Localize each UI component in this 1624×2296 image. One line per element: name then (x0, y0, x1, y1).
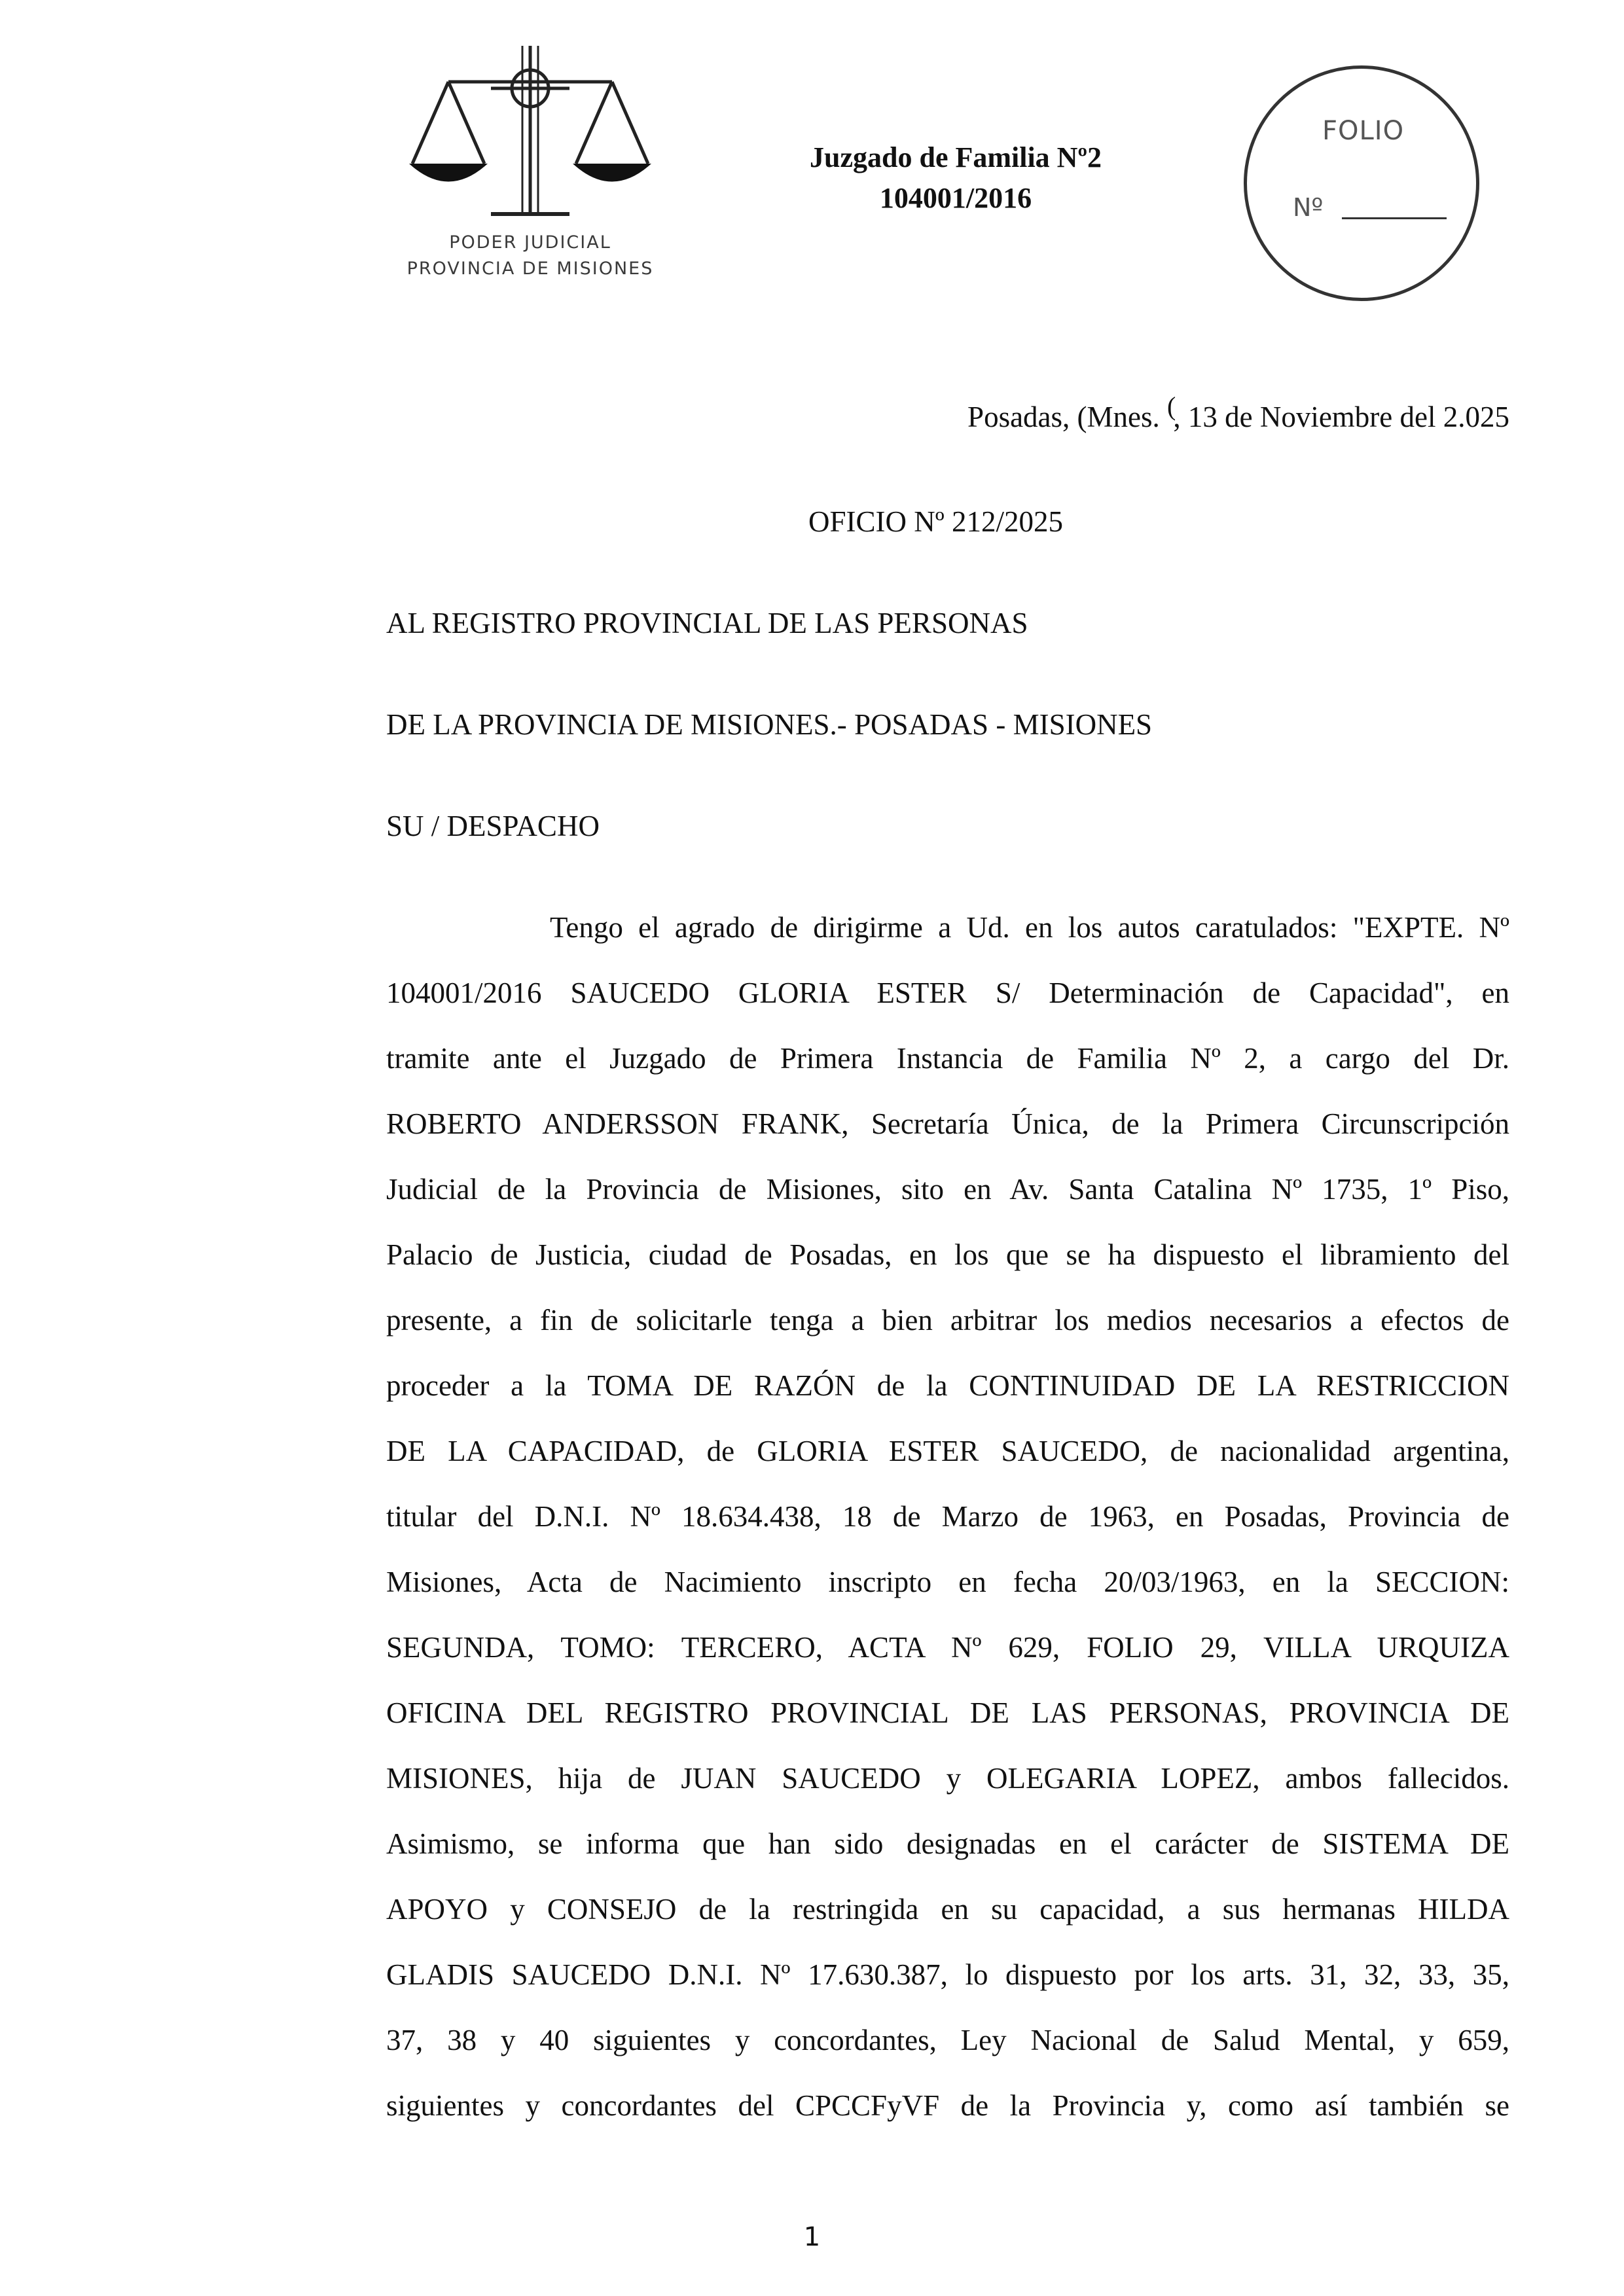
folio-title: FOLIO (1322, 116, 1405, 146)
oficio-number: OFICIO Nº 212/2025 (808, 505, 1063, 538)
body-line: Judicial de la Provincia de Misiones, sito en Av. Santa Catalina Nº 1735, 1º Piso, (386, 1173, 1509, 1206)
seal-text-line2: PROVINCIA DE MISIONES (406, 259, 654, 279)
body-line: tramite ante el Juzgado de Primera Instancia de Familia Nº 2, a cargo del Dr. (386, 1042, 1509, 1075)
judicial-seal (393, 36, 687, 298)
folio-stamp (1244, 65, 1479, 301)
body-line: siguientes y concordantes del CPCCFyVF de la Provincia y, como así también se (386, 2089, 1509, 2122)
body-line: Tengo el agrado de dirigirme a Ud. en los autos caratulados: "EXPTE. Nº (550, 911, 1509, 944)
addressee-line-2: DE LA PROVINCIA DE MISIONES.- POSADAS - MISIONES (386, 708, 1153, 741)
case-number: 104001/2016 (879, 182, 1032, 214)
body-line: APOYO y CONSEJO de la restringida en su capacidad, a sus hermanas HILDA (386, 1893, 1509, 1926)
date-line (967, 391, 1509, 433)
addressee-line-1: AL REGISTRO PROVINCIAL DE LAS PERSONAS (386, 607, 1028, 639)
body-line: DE LA CAPACIDAD, de GLORIA ESTER SAUCEDO, de nacionalidad argentina, (386, 1435, 1509, 1467)
body-line: Misiones, Acta de Nacimiento inscripto en fecha 20/03/1963, en la SECCION: (386, 1566, 1509, 1598)
body-line: ROBERTO ANDERSSON FRANK, Secretaría Única, de la Primera Circunscripción (386, 1107, 1509, 1140)
body-line: Asimismo, se informa que han sido designadas en el carácter de SISTEMA DE (386, 1827, 1509, 1860)
date-text: 13 de Noviembre del 2.025 (1187, 401, 1509, 433)
body-line: 104001/2016 SAUCEDO GLORIA ESTER S/ Determinación de Capacidad", en (386, 977, 1509, 1009)
body-line: MISIONES, hija de JUAN SAUCEDO y OLEGARIA LOPEZ, ambos fallecidos. (386, 1762, 1509, 1795)
body-line: proceder a la TOMA DE RAZÓN de la CONTINUIDAD DE LA RESTRICCION (386, 1369, 1509, 1402)
scales-of-justice-icon (393, 36, 668, 232)
body-line: OFICINA DEL REGISTRO PROVINCIAL DE LAS PERSONAS, PROVINCIA DE (386, 1696, 1509, 1729)
body-line: Palacio de Justicia, ciudad de Posadas, en los que se ha dispuesto el libramiento del (386, 1238, 1509, 1271)
date-location: Posadas, (Mnes. (967, 401, 1160, 433)
body-line: 37, 38 y 40 siguientes y concordantes, Ley Nacional de Salud Mental, y 659, (386, 2024, 1509, 2056)
body-line: GLADIS SAUCEDO D.N.I. Nº 17.630.387, lo dispuesto por los arts. 31, 32, 33, 35, (386, 1958, 1509, 1991)
seal-text-line1: PODER JUDICIAL (449, 232, 611, 253)
folio-number-label: Nº (1293, 193, 1324, 222)
body-paragraph (386, 913, 1509, 2157)
court-header (766, 137, 1146, 219)
body-line: presente, a fin de solicitarle tenga a bien arbitrar los medios necesarios a efectos de (386, 1304, 1509, 1336)
court-name: Juzgado de Familia Nº2 (810, 141, 1102, 173)
date-handwritten-mark: ( (1167, 391, 1176, 421)
addressee-line-3: SU / DESPACHO (386, 810, 600, 842)
date-comma: , (1173, 401, 1181, 433)
body-line: titular del D.N.I. Nº 18.634.438, 18 de Marzo de 1963, en Posadas, Provincia de (386, 1500, 1509, 1533)
body-line: SEGUNDA, TOMO: TERCERO, ACTA Nº 629, FOLIO 29, VILLA URQUIZA (386, 1631, 1509, 1664)
folio-blank-line (1342, 217, 1447, 219)
page-number: 1 (803, 2222, 821, 2252)
